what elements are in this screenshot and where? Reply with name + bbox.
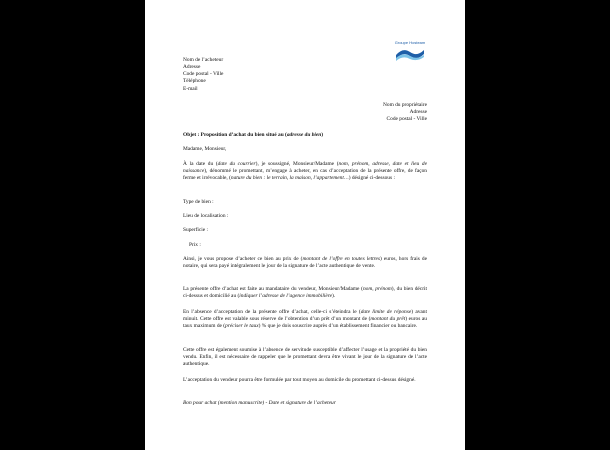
p3-b-i: indiquer l’adresse de l’agence immobilière bbox=[239, 292, 333, 299]
subject-line bbox=[183, 132, 323, 138]
buyer-phone: Téléphone bbox=[183, 78, 206, 84]
signature-line bbox=[183, 400, 336, 406]
logo-wave-icon bbox=[395, 46, 425, 62]
buyer-email: E-mail bbox=[183, 86, 198, 92]
p1-b-i: nom, prénom, adresse, date et lieu de naissance bbox=[183, 161, 427, 174]
p1-a: À la date du ( bbox=[183, 161, 218, 167]
subject-end: ) bbox=[321, 132, 324, 138]
owner-postal-city: Code postal - Ville bbox=[386, 116, 427, 122]
buyer-postal-city: Code postal - Ville bbox=[183, 71, 224, 77]
buyer-name: Nom de l’acheteur bbox=[183, 57, 224, 63]
paragraph-acceptance: L’acceptation du vendeur pourra être formulée par tout moyen au domicile du promettant ci-dessus désigné. bbox=[183, 377, 416, 383]
p1-d: ) désigné ci-dessous : bbox=[348, 174, 395, 181]
p1-a-i: date du courrier bbox=[217, 161, 256, 167]
p2-a-i: montant de l’offre en toutes lettres bbox=[302, 256, 380, 262]
p4-a-i: date limite de réponse bbox=[360, 309, 412, 315]
p4-d: ) % que je dois souscrire auprès d’un établissement financier ou bancaire. bbox=[258, 322, 418, 329]
subject-label: Objet : Proposition d’achat du bien situé au ( bbox=[183, 132, 287, 138]
paragraph-price bbox=[183, 256, 427, 270]
company-logo bbox=[393, 40, 427, 64]
paragraph-conditions bbox=[183, 309, 427, 329]
field-type: Type de bien : bbox=[183, 199, 214, 205]
p1-c-i: nature du bien : le terrain, la maison, l’appartement… bbox=[230, 174, 349, 181]
p3-a: La présente offre d’achat est faite au mandataire du vendeur, Monsieur/Madame ( bbox=[183, 286, 363, 292]
paragraph-servitude: Cette offre est également soumise à l’absence de servitude susceptible d’affecter l’usage et la propriété du bien vendu. Enfin, il est nécessaire de rappeler que le promettant devra être vivant le jour de la signature de l’acte authentique. bbox=[183, 347, 427, 367]
field-price: Prix : bbox=[189, 242, 201, 248]
owner-address: Adresse bbox=[409, 109, 427, 115]
p4-c: ) euros au taux maximum de ( bbox=[183, 315, 427, 329]
logo-text: Groupe Hosteam bbox=[394, 40, 426, 45]
field-area: Superficie : bbox=[183, 227, 208, 233]
salutation: Madame, Monsieur, bbox=[183, 146, 227, 152]
p4-b: ) avant minuit. Cette offre est valable sous réserve de l’obtention d’un prêt d’un montant de ( bbox=[183, 309, 427, 322]
p2-b: ) euros, hors frais de notaire, qui sera payé intégralement le jour de la signature de l’acte authentique de vente. bbox=[183, 256, 427, 269]
owner-name: Nom du propriétaire bbox=[382, 102, 427, 108]
p2-a: Ainsi, je vous propose d’acheter ce bien au prix de ( bbox=[183, 256, 303, 262]
p3-b: ), du bien décrit ci-dessus et domicilié au ( bbox=[183, 286, 427, 299]
field-location: Lieu de localisation : bbox=[183, 213, 229, 219]
p3-c: ). bbox=[332, 292, 336, 299]
p4-c-i: préciser le taux bbox=[225, 322, 259, 329]
signature-text: Bon pour achat (mention manuscrite) - Date et signature de l’acheteur bbox=[183, 400, 336, 406]
buyer-address: Adresse bbox=[183, 64, 201, 70]
p3-a-i: nom, prénom bbox=[362, 286, 392, 292]
paragraph-intro bbox=[183, 161, 427, 181]
p1-b: ), je soussigné, Monsieur/Madame ( bbox=[255, 161, 339, 167]
paragraph-agent bbox=[183, 286, 427, 300]
p4-b-i: montant du prêt bbox=[370, 315, 406, 322]
p1-c: ), dénommé le promettant, m’engage à acheter, en cas d’acceptation de la présente offre, de façon ferme et irrévocable, ( bbox=[183, 167, 427, 181]
subject-placeholder: adresse du bien bbox=[286, 132, 322, 138]
p4-a: En l’absence d’acceptation de la présente offre d’achat, celle-ci s’éteindra le ( bbox=[183, 309, 361, 315]
document-page bbox=[145, 0, 465, 450]
